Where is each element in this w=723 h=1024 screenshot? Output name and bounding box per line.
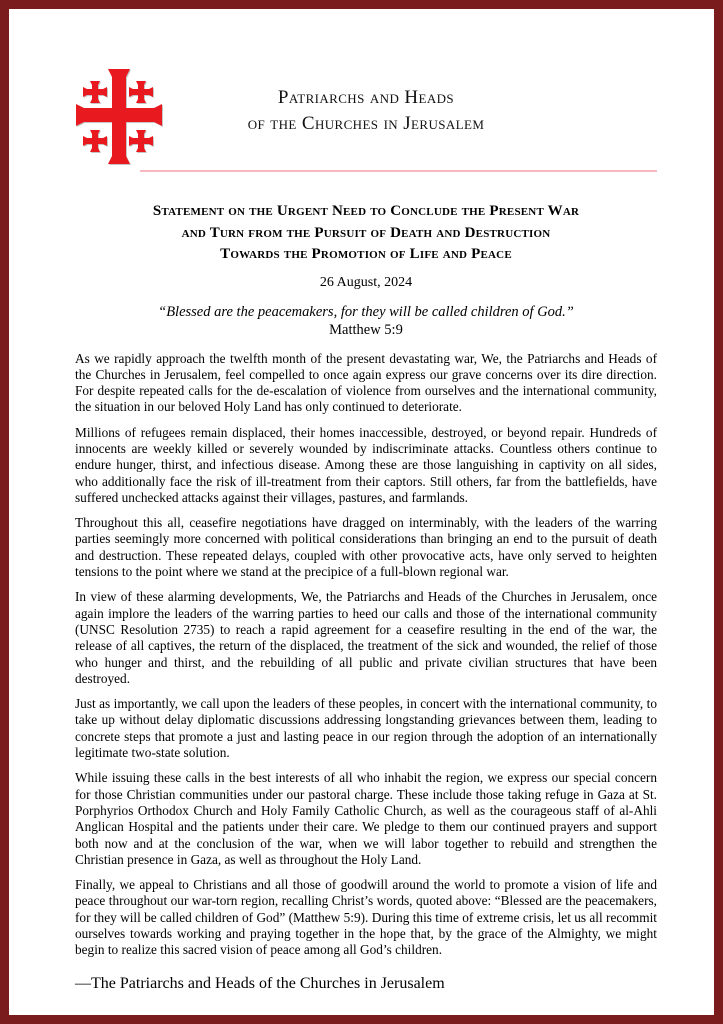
body-paragraph: While issuing these calls in the best interests of all who inhabit the region, we express our special concern for those Christian communities under our pastoral charge. These include those taking refuge in Gaza at St. Porphyrios Orthodox Church and Holy Family Catholic Church, as well as the courageous staff of al-Ahli Anglican Hospital and the patients under their care. We pledge to them our continued prayers and support both now and at the conclusion of the war, when we will labor together to rebuild and strengthen the Christian presence in Gaza, as well as throughout the Holy Land.: [75, 770, 657, 867]
page-title-line1: Statement on the Urgent Need to Conclude the Present War: [152, 203, 580, 219]
body-paragraph: Finally, we appeal to Christians and all those of goodwill around the world to promote a vision of life and peace throughout our war-torn region, recalling Christ’s words, quoted above: “Blessed are the peacemakers, for they will be called children of God” (Matthew 5:9). During this time of extreme crisis, let us all recommit ourselves towards working and praying together in the hope that, by the grace of the Almighty, we might begin to realize this sacred vision of peace among all God’s children.: [75, 877, 657, 958]
body-paragraph: Just as importantly, we call upon the leaders of these peoples, in concert with the international community, to take up without delay diplomatic discussions addressing longstanding grievances between them, leading to concrete steps that promote a just and lasting peace in our region through the adoption of an internationally legitimate two-state solution.: [75, 696, 657, 761]
page-title-line2: and Turn from the Pursuit of Death and Destruction: [181, 224, 551, 241]
epigraph: [75, 303, 657, 339]
signature-line: —The Patriarchs and Heads of the Churches in Jerusalem: [75, 974, 445, 992]
organization-name-line1: Patriarchs and Heads: [277, 87, 455, 108]
body-paragraph: Throughout this all, ceasefire negotiations have dragged on interminably, with the leaders of the warring parties seemingly more concerned with political considerations than bringing an end to the pursuit of death and destruction. These repeated delays, coupled with other provocative acts, have only served to heighten tensions to the point where we stand at the precipice of a full-blown regional war.: [75, 515, 657, 580]
scripture-quote: “Blessed are the peacemakers, for they will be called children of God.”: [158, 303, 574, 320]
page-title-line3: Towards the Promotion of Life and Peace: [220, 246, 512, 262]
document-header: [75, 68, 657, 162]
organization-name-line2: of the Churches in Jerusalem: [247, 113, 485, 134]
page-title: [75, 201, 657, 266]
document-content: [9, 9, 714, 993]
body-paragraph: As we rapidly approach the twelfth month of the present devastating war, We, the Patriarchs and Heads of the Churches in Jerusalem, feel compelled to once again express our grave concerns over its dire direction. For despite repeated calls for the de-escalation of violence from ourselves and the international community, the situation in our beloved Holy Land has only continued to deteriorate.: [75, 350, 657, 415]
jerusalem-cross-icon: [75, 68, 163, 165]
document-date: 26 August, 2024: [319, 274, 413, 290]
statement-body: [75, 351, 657, 959]
body-paragraph: Millions of refugees remain displaced, their homes inaccessible, destroyed, or beyond repair. Hundreds of innocents are weekly killed or severely wounded by indiscriminate attacks. Countless others continue to endure hunger, thirst, and infectious disease. Among these are those languishing in captivity on all sides, who additionally face the risk of ill-treatment from their captors. Still others, far from the battlefields, have suffered unchecked attacks against their villages, pastures, and farmlands.: [75, 424, 657, 505]
scripture-reference: Matthew 5:9: [329, 321, 403, 338]
body-paragraph: In view of these alarming developments, We, the Patriarchs and Heads of the Churches in Jerusalem, once again implore the leaders of the warring parties to heed our calls and those of the international community (UNSC Resolution 2735) to reach a rapid agreement for a ceasefire resulting in the end of the war, the release of all captives, the return of the displaced, the treatment of the sick and wounded, the relief of those who hunger and thirst, and the rebuilding of all public and private civilian structures that have been destroyed.: [75, 589, 657, 686]
header-divider: [140, 170, 657, 172]
